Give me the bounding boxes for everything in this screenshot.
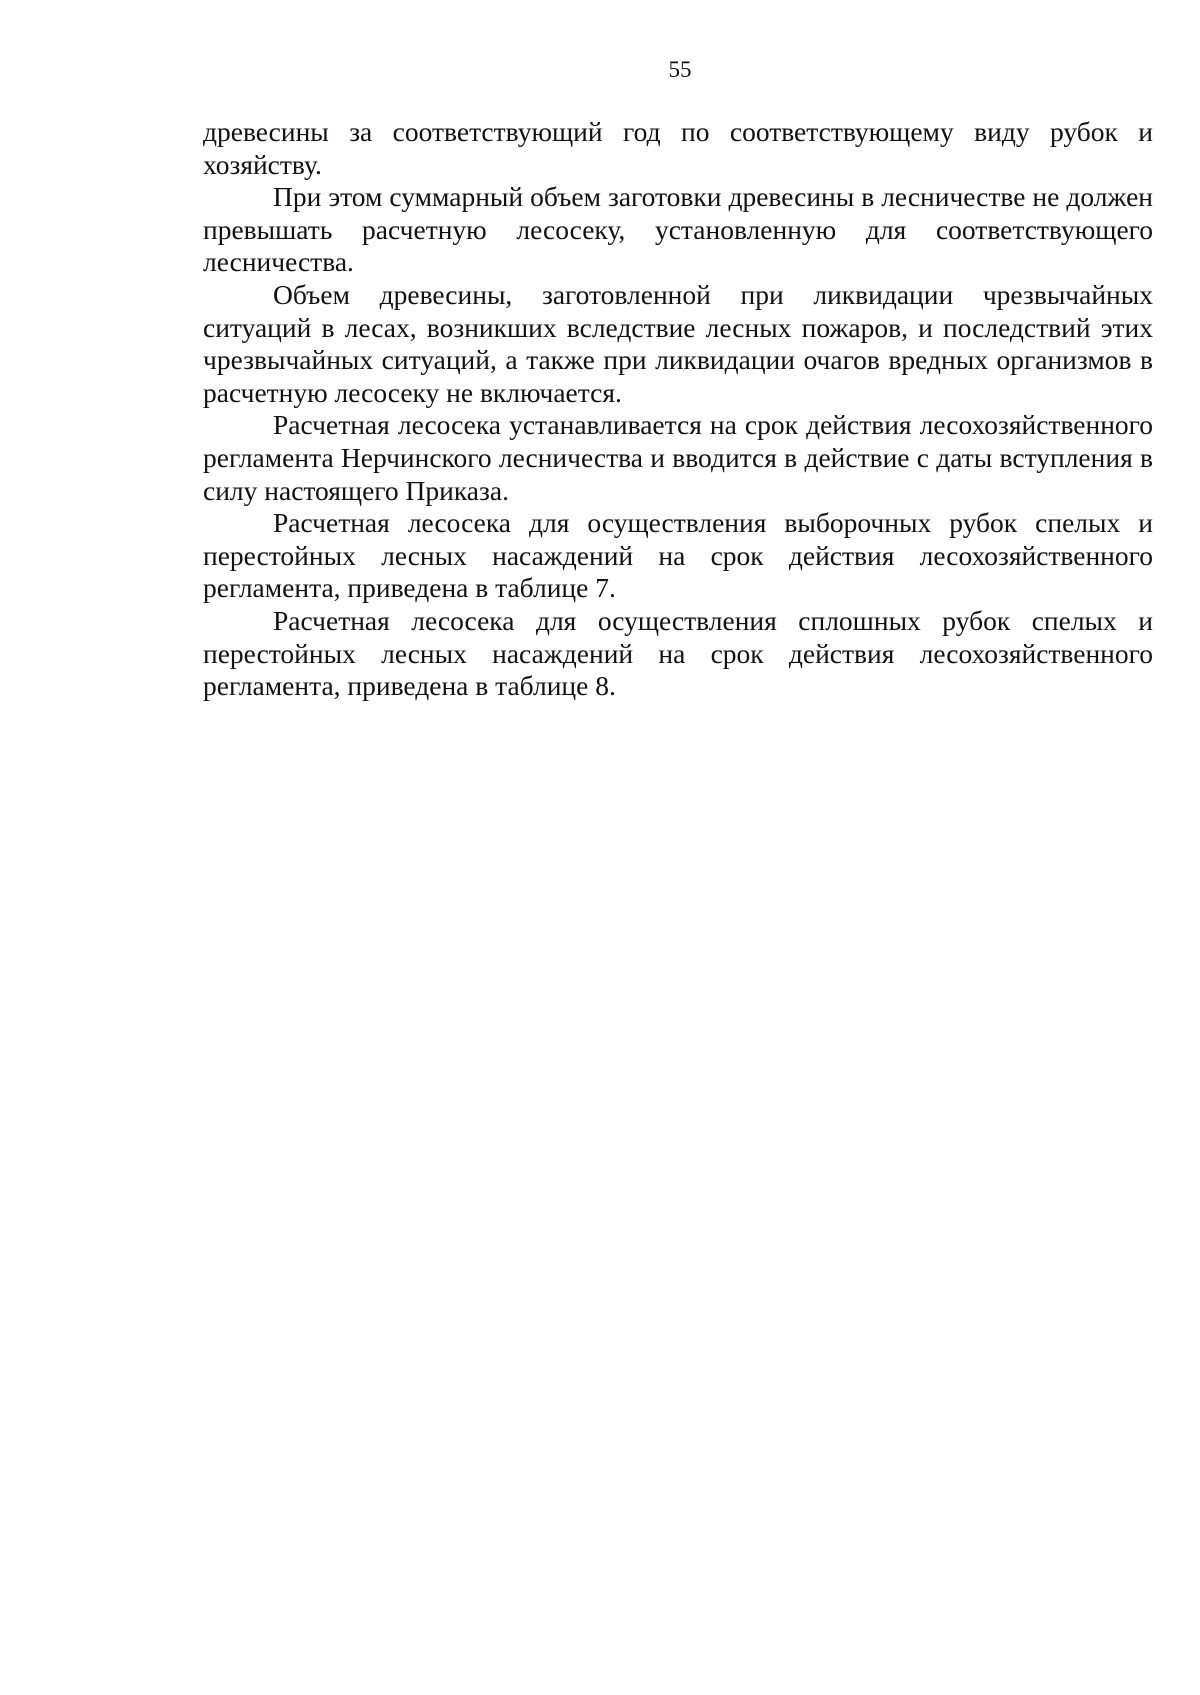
- paragraph-total-volume: При этом суммарный объем заготовки древесины в лесничестве не должен превышать расчетную лесосеку, установленную для соответствующего лесничества.: [203, 181, 1153, 278]
- paragraph-continuation: древесины за соответствующий год по соответствующему виду рубок и хозяйству.: [203, 116, 1153, 180]
- paragraph-emergency-volume: Объем древесины, заготовленной при ликвидации чрезвычайных ситуаций в лесах, возникших вследствие лесных пожаров, и последствий этих чрезвычайных ситуаций, а также при ликвидации очагов вредных организмов в расчетную лесосеку не включается.: [203, 278, 1153, 408]
- document-body: [203, 116, 1153, 703]
- paragraph-allowable-cut-term: Расчетная лесосека устанавливается на срок действия лесохозяйственного регламента Нерчинского лесничества и вводится в действие с даты вступления в силу настоящего Приказа.: [203, 409, 1153, 506]
- paragraph-clear-cutting: Расчетная лесосека для осуществления сплошных рубок спелых и перестойных лесных насаждений на срок действия лесохозяйственного регламента, приведена в таблице 8.: [203, 604, 1153, 702]
- paragraph-selective-cutting: Расчетная лесосека для осуществления выборочных рубок спелых и перестойных лесных насаждений на срок действия лесохозяйственного регламента, приведена в таблице 7.: [203, 507, 1153, 604]
- page-number: 55: [668, 57, 692, 82]
